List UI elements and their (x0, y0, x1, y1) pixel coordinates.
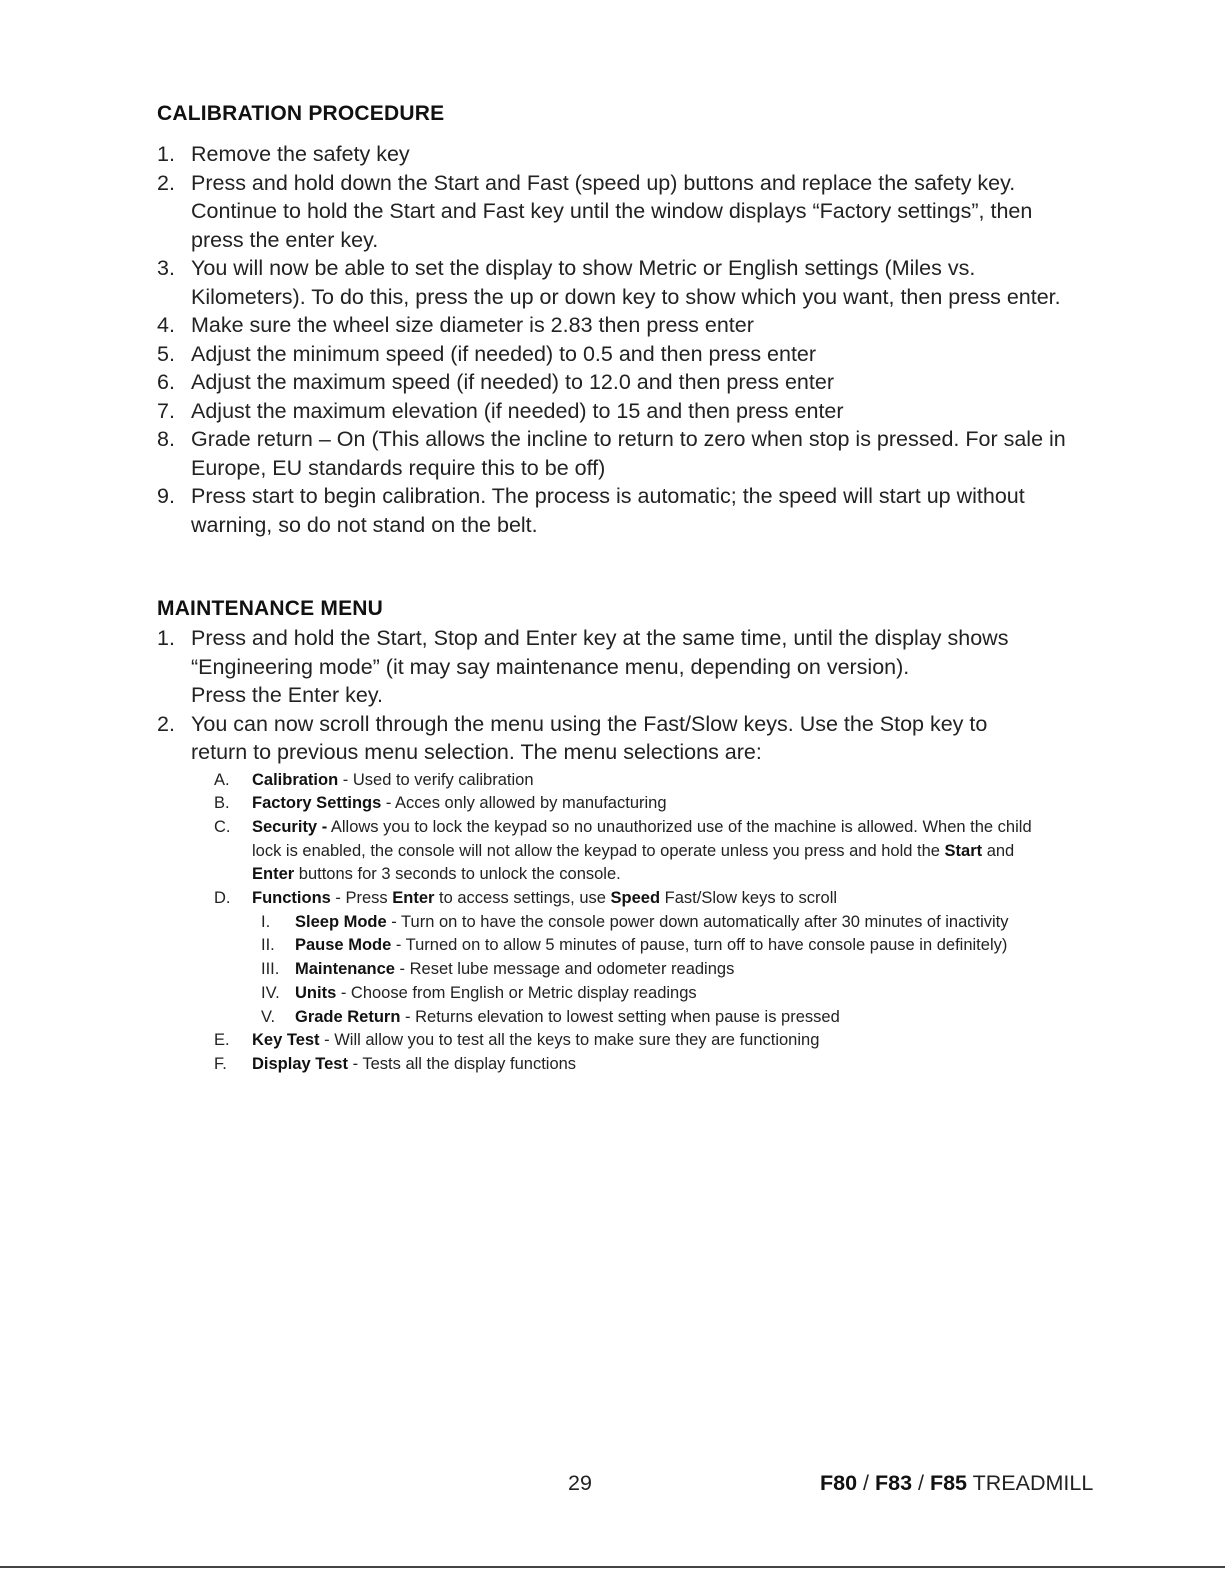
calibration-step: 7. Adjust the maximum elevation (if needed) to 15 and then press enter (157, 398, 844, 423)
calibration-step: 8. Grade return – On (This allows the incline to return to zero when stop is pressed. For sale in Europe, EU standards require this to be off) (157, 427, 1066, 480)
maintenance-step: 1. Press and hold the Start, Stop and Enter key at the same time, until the display shows “Engineering mode” (it may say maintenance menu, depending on version). Press the Enter key. (157, 626, 1009, 707)
function-units: IV. Units - Choose from English or Metric display readings (261, 983, 697, 1002)
calibration-step: 5. Adjust the minimum speed (if needed) to 0.5 and then press enter (157, 341, 817, 366)
option-label: Factory Settings (252, 794, 382, 813)
calibration-step: 9. Press start to begin calibration. The process is automatic; the speed will start up without warning, so do not stand on the belt. (157, 484, 1025, 537)
page-number: 29 (568, 1471, 592, 1495)
calibration-step: 3. You will now be able to set the display to show Metric or English settings (Miles vs. Kilometers). To do this, press the up or down key to show which you want, then press enter. (157, 256, 1061, 309)
maintenance-steps (157, 624, 1092, 1077)
function-sleep-mode: I. Sleep Mode - Turn on to have the console power down automatically after 30 minutes of inactivity (261, 912, 1009, 931)
function-settings (252, 911, 1096, 1030)
function-pause-mode: II. Pause Mode - Turned on to allow 5 minutes of pause, turn off to have console pause in definitely) (261, 936, 1008, 955)
calibration-step: 2. Press and hold down the Start and Fast (speed up) buttons and replace the safety key. Continue to hold the Start and Fast key until the window displays “Factory settings”, then press the enter key. (157, 170, 1033, 252)
page-bottom-border (0, 1566, 1225, 1568)
menu-selections (195, 769, 1096, 1077)
calibration-heading: CALIBRATION PROCEDURE (157, 102, 445, 125)
option-label: Security - (252, 817, 328, 836)
option-label: Display Test (252, 1054, 348, 1073)
footer-model-names: F80 / F83 / F85 TREADMILL (820, 1471, 1094, 1495)
function-grade-return: V. Grade Return - Returns elevation to lowest setting when pause is pressed (261, 1007, 840, 1026)
maintenance-step: 2. You can now scroll through the menu using the Fast/Slow keys. Use the Stop key to return to previous menu selection. The menu selections are: A. Calibration - Used to verify calibration B. Factory Settings - Acces only allowed by manufacturing C. Security - Allows you to lock the keypad so no unauthorized use of the machine is allowed. When the child lock is enabled, the console will not allow the keypad to operate unless you press and hold the Start and Enter buttons for 3 seconds to unlock the console. D. Functions - Press Enter to access settings, use Speed Fast/Slow keys to scroll I. Sleep Mode - Turn on to have the console power down automatically after 30 minutes of inactivity II. Pause Mode - Turned on to allow 5 minutes of pause, turn off to have console pause in definitely) III. Maintenance - Reset lube message and odometer readings IV. Units - Choose from English or Metric display readings V. Grade Return - Returns elevation to lowest setting when pause is pressed E. Key Test - Will allow you to test all the keys to make sure they are functioning F. Display Test - Tests all the display functions (157, 710, 1092, 1077)
menu-option-factory-settings: B. Factory Settings - Acces only allowed by manufacturing (214, 794, 667, 813)
calibration-steps (157, 140, 1092, 539)
menu-option-display-test: F. Display Test - Tests all the display functions (214, 1054, 577, 1073)
option-label: Functions (252, 889, 331, 908)
menu-option-functions: D. Functions - Press Enter to access settings, use Speed Fast/Slow keys to scroll I. Sleep Mode - Turn on to have the console power down automatically after 30 minutes of inactivity II. Pause Mode - Turned on to allow 5 minutes of pause, turn off to have console pause in definitely) III. Maintenance - Reset lube message and odometer readings IV. Units - Choose from English or Metric display readings V. Grade Return - Returns elevation to lowest setting when pause is pressed (195, 887, 1096, 1029)
function-maintenance: III. Maintenance - Reset lube message and odometer readings (261, 960, 735, 979)
option-label: Calibration (252, 770, 339, 789)
maintenance-heading: MAINTENANCE MENU (157, 597, 384, 620)
calibration-step: 4. Make sure the wheel size diameter is 2.83 then press enter (157, 313, 754, 337)
menu-option-calibration: A. Calibration - Used to verify calibration (214, 770, 534, 789)
calibration-step: 1. Remove the safety key (157, 142, 410, 166)
option-label: Key Test (252, 1031, 320, 1050)
calibration-step: 6. Adjust the maximum speed (if needed) to 12.0 and then press enter (157, 370, 834, 394)
menu-option-security: C. Security - Allows you to lock the keypad so no unauthorized use of the machine is allowed. When the child lock is enabled, the console will not allow the keypad to operate unless you press and hold the Start and Enter buttons for 3 seconds to unlock the console. (214, 817, 1032, 884)
menu-option-key-test: E. Key Test - Will allow you to test all the keys to make sure they are functioning (214, 1031, 820, 1050)
